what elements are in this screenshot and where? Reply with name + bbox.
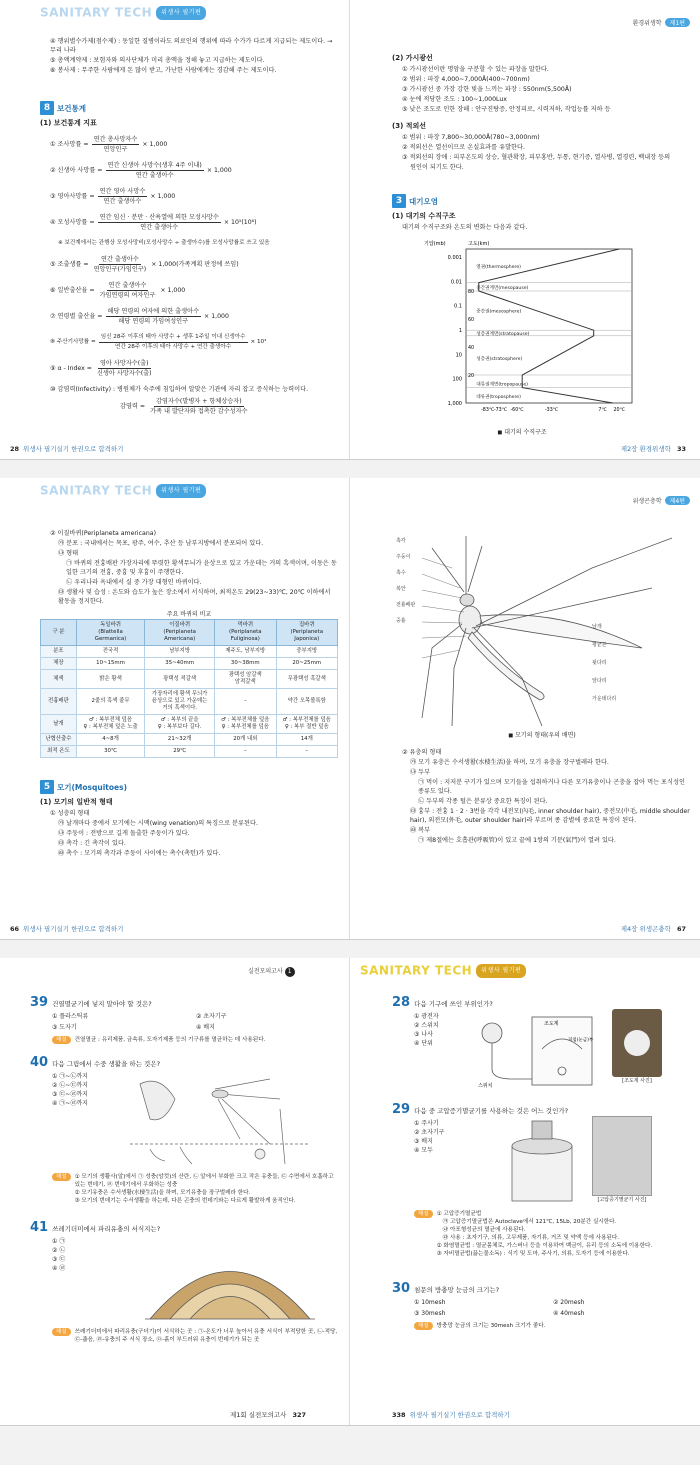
- text-item: ㉡ 우리나라 옥내에서 실 중 가장 대형인 바퀴이다.: [66, 579, 202, 586]
- option[interactable]: ② 스위치: [414, 1022, 439, 1029]
- table-cell: 29℃: [145, 746, 215, 758]
- text-item: ㉠ 제8절에는 호흡관(呼吸管)이 있고 끝에 1쌍의 기문(氣門)이 열려 있다.: [418, 837, 616, 844]
- explanation: 해설 방충망 눈금의 크기는 30mesh 크기가 좋다.: [392, 1322, 692, 1330]
- option[interactable]: ① 광전자: [414, 1013, 439, 1020]
- table-cell: 제주도, 남부지방: [215, 646, 276, 658]
- x-tick: -73℃: [493, 408, 508, 413]
- x-tick: 20℃: [613, 408, 625, 413]
- layer-label: 성층권(stratosphere): [476, 357, 523, 363]
- option[interactable]: ③ 30mesh: [414, 1310, 446, 1317]
- layer-label: 대류권(troposphere): [476, 395, 521, 400]
- text-item: ㉱ 복부: [410, 827, 431, 834]
- spread-1: [0, 0, 700, 460]
- text-item: ④ 행위별수가제(점수제) : 동일한 질병이라도 의료인의 행위에 따라 수가가 다르게 지급되는 제도이다. → 무리 나라: [50, 38, 333, 54]
- question-29: 29 다음 중 고압증기멸균기를 사용하는 것은 어느 것인가?: [392, 1102, 569, 1117]
- layer-label: 중간권계면(mesopause): [476, 285, 529, 291]
- text-item: 원인이 되기도 한다.: [410, 164, 464, 171]
- figure-label: 날개: [592, 624, 602, 630]
- layer-label: 열권(thermosphere): [476, 264, 521, 270]
- altitude-tick: 60: [468, 318, 475, 323]
- option[interactable]: ④ 모두: [414, 1147, 433, 1154]
- page-327: [30, 995, 340, 1465]
- figure-label: 가운데다리: [592, 696, 617, 702]
- explanation: 해설 ① 모기의 생활사(알)에서 ㉠ 성충(암컷)의 산란, ㉡ 알에서 부화한 크고 작은 유충들, ㉢ 수면에서 호흡하고 있는 번데기, ㉣ 번데기에서 우화하는 성충 ② 모기유충은 수서생활(水棲生活)을 하며, 모기유충을 장구벌레라 한다. ③ 모기의 번데기는 수서생활을 하는데, 다른 곤충의 번데기와는 다르게 활발하게 움직인다.: [30, 1173, 340, 1205]
- table-cell: –: [215, 746, 276, 758]
- formula: ③ 영아사망률 = $\frac{\text{연간 영아 사망수}}{\text{연간 출생아수}}$ × 1,000: [50, 188, 176, 205]
- question-41: 41 쓰레기더미에서 파리유충의 서식지는?: [30, 1220, 161, 1235]
- option[interactable]: ② 20mesh: [553, 1299, 585, 1306]
- text-item: ② 이질바퀴(Periplaneta americana): [50, 530, 156, 537]
- page-338: [392, 995, 692, 1465]
- options: [30, 1072, 120, 1169]
- text-item: ㉡ 두부의 각종 털은 분류상 중요한 특징이 된다.: [418, 798, 548, 805]
- text-item: ⑤ 낮은 조도로 인한 장해 : 안구진탕증, 안정피로, 시력저하, 작업능률 저하 등: [402, 106, 611, 113]
- option[interactable]: ② 초자기구: [414, 1129, 445, 1136]
- table-cell: ♂ : 복부전체 덮음 ♀ : 복부전체 덮은 노출: [76, 715, 144, 734]
- text-item: ㉮ 분포 : 국내에서는 목포, 광주, 여수, 추산 등 남부지방에서 분포되어 있다.: [58, 540, 264, 547]
- option[interactable]: ④ ㉣: [52, 1265, 66, 1272]
- lux-meter-photo: [612, 1009, 662, 1077]
- layer-label: 성층권계면(stratopause): [476, 332, 530, 337]
- table-cell: ♂ : 복부전체를 덮음 ♀ : 복부전체를 덮음: [215, 715, 276, 734]
- option[interactable]: ① ㉠~㉡까지: [52, 1073, 88, 1080]
- footer-left: 제1회 실전모의고사 327: [230, 1411, 307, 1419]
- formula: ④ 모성사망률 = $\frac{\text{연간 임신 · 분만 · 산욕열에 의한 모성사망수}}{\text{연간 출생아수}}$ × 10⁵(10⁶): [50, 214, 257, 231]
- mosquito-figure: [392, 528, 692, 728]
- figure-caption: ◼ 모기의 형태(우의 배면): [508, 732, 576, 739]
- text-item: ㉯ 형태: [58, 550, 79, 557]
- text-item: ㉰ 생활사 및 습성 : 온도와 습도가 높은 장소에서 서식하며, 최적온도 29(23~33)℃, 20℃ 이하에서 활동을 정지한다.: [58, 589, 331, 605]
- table-row: [41, 658, 338, 670]
- figure-label: 전흉배판: [396, 602, 416, 608]
- antenna: [432, 548, 464, 592]
- question-28: 28 다음 기구에 쓰인 부위인가?: [392, 995, 493, 1010]
- running-head: 실전모의고사 1: [248, 966, 295, 977]
- table-cell: 35~40mm: [145, 658, 215, 670]
- atmosphere-chart: [422, 235, 652, 425]
- text-item: ㉠ 바퀴의 전흉배판 가장자리에 뚜렷한 황색무늬가 윤상으로 있고 가운데는 거의 흑색이며, 이동은 동일한 크기의 전흉, 중흉 및 후흉이 주행한다.: [66, 560, 337, 576]
- autoclave-photo: [592, 1116, 652, 1196]
- altitude-tick: 80: [468, 290, 475, 295]
- antenna: [468, 546, 482, 592]
- table-header: 먹바퀴 (Periplaneta Fuliginosa): [215, 620, 276, 646]
- subheading: (1) 보건통계 지표: [40, 119, 97, 127]
- options: [30, 1237, 140, 1324]
- options: [392, 1119, 492, 1206]
- layer-label: 중간권(mesosphere): [476, 309, 522, 315]
- text-item: ⑤ 총액계약제 : 보험자와 의사단체가 미리 총액을 정해 놓고 지급하는 제도이다.: [50, 57, 265, 64]
- table-row: [41, 715, 338, 734]
- text-item: ㉮ 모기 유충은 수서생활(水棲生活)을 하며, 모기 유충을 장구벌레라 한다.: [410, 759, 609, 766]
- table-row: [41, 689, 338, 715]
- figure-label: 복안: [396, 586, 406, 592]
- text-item: ② 범위 : 파장 4,000~7,000Å(400~700nm): [402, 76, 530, 83]
- y-axis-label: 기압(mb): [424, 241, 446, 247]
- x-tick: -33℃: [544, 408, 559, 413]
- formula: ② 신생아 사망률 = $\frac{\text{연간 신생아 사망수(생후 4주 이내)}}{\text{연간 출생아수}}$ × 1,000: [50, 162, 232, 179]
- altitude-tick: 20: [468, 374, 475, 379]
- table-row: [41, 670, 338, 689]
- y-axis-label-2: 고도(km): [468, 241, 490, 247]
- option[interactable]: ④ ㉠~㉣까지: [52, 1100, 88, 1107]
- option[interactable]: ④ 배지: [196, 1024, 215, 1031]
- diagram-label: 스위치: [478, 1083, 493, 1089]
- table-cell: 전국적: [76, 646, 144, 658]
- option[interactable]: ① 10mesh: [414, 1299, 446, 1306]
- table-row: [41, 746, 338, 758]
- option[interactable]: ① ㉠: [52, 1238, 66, 1245]
- table-cell: 무광택성 흑갈색: [276, 670, 337, 689]
- explanation: 해설 쓰레기더미에서 파리유충(구더기)이 서식하는 곳 : ㉠-온도가 너무 높아서 유충 서식이 부적당한 곳, ㉡-적당, ㉢-좁음, ㉣-유충의 주 서식 장소, ㉤-흙이 부드러워 유충이 번데기가 되는 곳: [30, 1328, 340, 1344]
- table-cell: 4~8개: [76, 734, 144, 746]
- text-item: ⑥ 봉사제 : 무주한 사람에게 돈 많이 받고, 가난한 사람에게는 경감해 주는 제도이다.: [50, 67, 277, 74]
- option[interactable]: ④ 40mesh: [553, 1310, 585, 1317]
- table-header: 구 분: [41, 620, 77, 646]
- text-item: ① 성충의 형태: [50, 810, 90, 817]
- table-cell: 광택성 적갈색: [145, 670, 215, 689]
- altitude-tick: 40: [468, 346, 475, 351]
- question-39: 39 건열멸균기에 넣지 말아야 할 것은?: [30, 995, 152, 1010]
- explanation: 해설 건열멸균 : 유리제품, 금속류, 도자기제품 등의 기구류를 멸균하는 데 사용된다.: [30, 1036, 340, 1044]
- figure-label: 뒷다리: [592, 660, 607, 666]
- pressure-tick: 100: [452, 376, 462, 383]
- section-heading: 5 모기(Mosquitoes): [40, 780, 338, 794]
- text-item: ④ 눈에 적당한 조도 : 100~1,000Lux: [402, 96, 507, 103]
- table-cell: 중부지방: [276, 646, 337, 658]
- footer-left: 28 위생사 필기실기 한권으로 합격하기: [10, 445, 124, 453]
- text-item: ③ 가시광선 중 가장 강한 빛을 느끼는 파장 : 550nm(5,500Å): [402, 86, 572, 93]
- subheading: (1) 대기의 수직구조: [392, 212, 456, 220]
- option[interactable]: ① 주사기: [414, 1120, 439, 1127]
- text-item: ㉰ 촉각 : 긴 촉각이 있다.: [58, 840, 126, 847]
- text-item: ㉮ 날개마다 중에서 모기에는 시맥(wing venation)의 특징으로 분류된다.: [58, 820, 258, 827]
- table-row: [41, 646, 338, 658]
- option[interactable]: ③ 도자기: [52, 1024, 77, 1031]
- pressure-tick: 1: [458, 328, 462, 334]
- row-header: 난협산출수: [41, 734, 77, 746]
- running-head: 위생곤충학 제4편: [633, 496, 690, 505]
- text-item: ② 유충의 형태: [402, 749, 442, 756]
- option[interactable]: ③ ㉢: [52, 1256, 66, 1263]
- table-cell: 광택성 암갈색 암적갈색: [215, 670, 276, 689]
- lux-meter-diagram: [472, 1009, 602, 1089]
- row-header: 체색: [41, 670, 77, 689]
- table-cell: 30~38mm: [215, 658, 276, 670]
- table-cell: –: [276, 746, 337, 758]
- table-cell: 밝은 황색: [76, 670, 144, 689]
- formula: 감염력 = $\frac{\text{감염자수(발병자 + 항체상승자)}}{\text{가족 내 발단자와 접촉한 감수성자수}}$: [120, 398, 248, 415]
- table-cell: 21~32개: [145, 734, 215, 746]
- square-icon: ◼: [497, 429, 505, 436]
- page-33: [392, 50, 692, 509]
- footer-left: 66 위생사 필기실기 한권으로 합격하기: [10, 925, 124, 933]
- figure-label: 평균곤: [592, 642, 607, 648]
- table-cell: 10~15mm: [76, 658, 144, 670]
- table-cell: 14개: [276, 734, 337, 746]
- footer-right: 제4장 위생곤충학 67: [620, 925, 686, 933]
- formula: ⑨ α - Index = $\frac{\text{영아 사망자수(출)}}{\text{신생아 사망자수(출)}}$: [50, 360, 152, 377]
- table-cell: 약간 오목볼록함: [276, 689, 337, 715]
- option[interactable]: ② ㉡: [52, 1247, 66, 1254]
- figure-label: 앞다리: [592, 678, 607, 684]
- page-66: [40, 528, 338, 989]
- question-30: 30 침문의 방충망 눈금의 크기는?: [392, 1281, 500, 1296]
- option[interactable]: ① 플라스틱류: [52, 1013, 89, 1020]
- text-item: ㉱ 촉수 : 모기의 촉각과 주둥이 사이에는 촉수(촉턴)가 있다.: [58, 850, 221, 857]
- option[interactable]: ③ 나사: [414, 1031, 433, 1038]
- text-item: ① 가시광선이란 명암을 구분할 수 있는 파장을 말한다.: [402, 66, 549, 73]
- subheading: (3) 적외선: [392, 122, 426, 130]
- formula: ① 조사망률 = $\frac{\text{연간 총사망자수}}{\text{연앙인구}}$ × 1,000: [50, 136, 168, 153]
- diagram-label: 지침(눈금)부: [568, 1038, 594, 1043]
- table-cell: 20개 내외: [215, 734, 276, 746]
- photo-caption: [고압증기멸균기 사진]: [597, 1197, 647, 1203]
- row-header: 최적 온도: [41, 746, 77, 758]
- autoclave-diagram: [502, 1116, 582, 1206]
- footer-right: 제2장 환경위생학 33: [620, 445, 686, 453]
- pressure-tick: 0.1: [454, 303, 462, 310]
- pressure-tick: 10: [455, 352, 462, 359]
- text-item: ㉠ 먹이 : 지저분 구기가 있으며 모기들을 섭취하거나 다른 모기유충이나 곤충을 잡아 먹는 포식성인 종류도 있다.: [418, 779, 685, 795]
- logo: SANITARY TECH 위생사 필기편: [360, 964, 526, 978]
- text-item: ㉯ 두부: [410, 769, 431, 776]
- temperature-line: [479, 249, 619, 403]
- square-icon: ◼: [508, 732, 516, 739]
- table-cell: 2줄의 흑색 줄무: [76, 689, 144, 715]
- table-caption: 주요 바퀴의 비교: [166, 611, 212, 618]
- figure-label: 촉각: [396, 538, 406, 544]
- formula: ⑦ 연령별 출산율 = $\frac{\text{해당 연령의 여자에 의한 출생아수}}{\text{해당 연령의 가임여성인구}}$ × 1,000: [50, 308, 229, 325]
- table-cell: 30℃: [76, 746, 144, 758]
- text-item: ⑩ 감염력(Infectivity) : 병원체가 숙주에 침입하여 알맞은 기관에 자리 잡고 증식하는 능력이다.: [50, 386, 309, 393]
- table-cell: ♂ : 복부전체를 덮음 ♀ : 복부 절반 덮음: [276, 715, 337, 734]
- table-cell: 가장자리에 황색 무늬가 윤상으로 있고 가운데는 거의 흑색이다.: [145, 689, 215, 715]
- option[interactable]: ④ 단위: [414, 1040, 433, 1047]
- x-tick: -60℃: [510, 408, 524, 413]
- formula: ⑤ 조출생률 = $\frac{\text{연간 출생아수}}{\text{연앙인구(가임인구)}}$ × 1,000(가족계획 판정에 쓰임): [50, 256, 239, 273]
- subheading: (2) 가시광선: [392, 54, 433, 62]
- option[interactable]: ② 초자기구: [196, 1013, 227, 1020]
- text-item: ③ 적외선의 장애 : 피부온도의 상승, 혈관확장, 피부홍반, 두통, 현기증, 열사병, 열경련, 백내장 등의: [402, 154, 671, 161]
- table-header: 독일바퀴 (Blattella Germanica): [76, 620, 144, 646]
- section-heading: 8 보건통계: [40, 101, 340, 115]
- layer-label: 대류권계면(tropopause): [476, 382, 528, 388]
- logo: SANITARY TECH 위생사 필기편: [40, 484, 206, 498]
- pressure-tick: 0.01: [450, 279, 462, 286]
- page-28: [40, 36, 340, 495]
- running-head: 환경위생학 제1편: [633, 18, 690, 27]
- photo-caption: [조도계 사진]: [622, 1078, 652, 1084]
- table-cell: –: [215, 689, 276, 715]
- figure-label: 촉수: [396, 570, 406, 576]
- footer-right: 338 위생사 필기실기 한권으로 합격하기: [392, 1411, 510, 1419]
- figure-label: 주둥이: [396, 554, 411, 560]
- options: [392, 1012, 462, 1089]
- mosquito-lifecycle-figure: [120, 1069, 320, 1169]
- x-tick: 7℃: [598, 408, 607, 413]
- spread-2: [0, 478, 700, 940]
- table-cell: ♂ : 복부의 끝을 ♀ : 복부보다 길다.: [145, 715, 215, 734]
- options: [392, 1298, 692, 1318]
- diagram-label: 조도계: [544, 1021, 559, 1027]
- chart-caption: ◼ 대기의 수직구조: [497, 429, 547, 436]
- row-header: 날개: [41, 715, 77, 734]
- subheading: (1) 모기의 일반적 형태: [40, 798, 113, 806]
- table-cell: 20~25mm: [276, 658, 337, 670]
- row-header: 분포: [41, 646, 77, 658]
- note: ※ 보건계에서는 관행상 모성사망비(모성사망수 ÷ 출생아수)를 모성사망률로 쓰고 있음: [58, 240, 270, 246]
- x-tick: -83℃: [481, 408, 495, 413]
- page-67: [392, 528, 692, 989]
- plot-frame: [466, 249, 632, 403]
- text-item: 대기의 수직구조와 온도의 변화는 다음과 같다.: [402, 224, 528, 231]
- spread-3: [0, 958, 700, 1426]
- explanation: 해설 ① 고압증기멸균법 ㉮ 고압증기멸균법은 Autoclave에서 121℃, 15Lb, 20분간 실시한다. ㉯ 아포형성균의 멸균에 사용된다. ㉰ 사용 : 초자기구, 의류, 고무제품, 자기류, 거즈 및 약액 등에 사용된다. ② 화염멸균법 : 멸균몸체로, 가스버너 등을 이용하여 백금이, 유리 등의 소독에 이용한다. ③ 자비멸균법(끓는물소독) : 식기 및 도마, 주사기, 의류, 도자기 등에 이용한다.: [392, 1210, 692, 1258]
- table-header: 이질바퀴 (Periplaneta Americana): [145, 620, 215, 646]
- cockroach-table: [40, 619, 338, 758]
- row-header: 전흉배판: [41, 689, 77, 715]
- table-header: 집바퀴 (Periplaneta Japonica): [276, 620, 337, 646]
- formula: ⑧ 주산기사망률 = $\frac{\text{임신 28주 이후의 태아 사망수 + 생후 1주일 이내 신생아수}}{\text{연간 28주 이후의 태아 사망수 + 연간 출생아수}}$ × 10³: [50, 334, 267, 350]
- logo: SANITARY TECH 위생사 필기편: [40, 6, 206, 20]
- row-header: 체장: [41, 658, 77, 670]
- text-item: ① 범위 : 파장 7,800~30,000Å(780~3,000nm): [402, 134, 540, 141]
- formula: ⑥ 일반출산율 = $\frac{\text{연간 출생아수}}{\text{가임연령의 여자인구}}$ × 1,000: [50, 282, 186, 299]
- option[interactable]: ② ㉡~㉢까지: [52, 1082, 88, 1089]
- figure-label: 중흉: [396, 618, 406, 624]
- question-40: 40 다음 그림에서 수중 생활을 하는 것은?: [30, 1055, 161, 1070]
- text-item: ㉰ 흉부 : 전흉 1 · 2 · 3번을 각각 내전모(內毛, inner shoulder hair), 중전모(中毛, middle shoulder hair), 외전모(外毛, outer shoulder hair)라 부르며 종 감별에 중요한 특징이 된다.: [410, 808, 690, 824]
- garbage-heap-figure: [140, 1234, 320, 1324]
- option[interactable]: ③ 배지: [414, 1138, 433, 1145]
- pressure-tick: 0.001: [447, 255, 462, 261]
- text-item: ㉯ 주둥이 : 전방으로 길게 돌출한 주둥이가 있다.: [58, 830, 190, 837]
- text-item: ② 적외선은 열선이므로 온실효과를 유발한다.: [402, 144, 525, 151]
- section-heading: 3 대기오염: [392, 194, 692, 208]
- options: [30, 1012, 340, 1032]
- option[interactable]: ③ ㉢~㉣까지: [52, 1091, 88, 1098]
- table-row: [41, 734, 338, 746]
- pressure-tick: 1,000: [447, 401, 462, 407]
- table-cell: 남부지방: [145, 646, 215, 658]
